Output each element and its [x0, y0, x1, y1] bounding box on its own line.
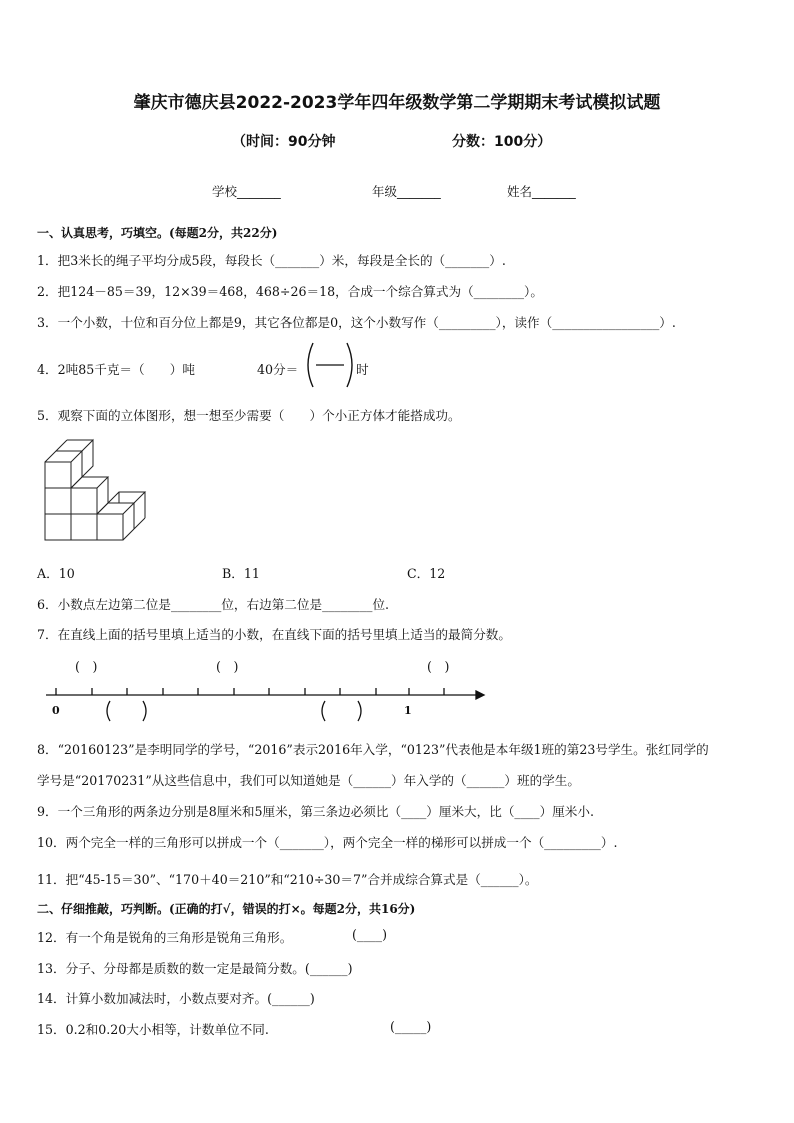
question-7: 7．在直线上面的括号里填上适当的小数，在直线下面的括号里填上适当的最简分数。 — [37, 627, 511, 642]
school-field: 学校_______ — [212, 184, 281, 199]
question-12: 12．有一个角是锐角的三角形是锐角三角形。 — [37, 930, 293, 945]
exam-score: 分数：100分） — [452, 134, 552, 150]
section-1-heading: 一、认真思考，巧填空。(每题2分，共22分) — [37, 226, 278, 240]
question-4-right: 40分＝ — [257, 362, 299, 377]
question-6: 6．小数点左边第二位是________位，右边第二位是________位. — [37, 597, 390, 612]
question-8-line-1: 8．“20160123”是李明同学的学号，“2016”表示2016年入学，“0123”代表他是本年级1班的第23号学生。张红同学的 — [37, 742, 709, 757]
option-c: C．12 — [407, 566, 446, 581]
upper-paren-3: ( ) — [427, 659, 450, 674]
tick-label-0: 0 — [52, 704, 60, 717]
question-8-line-2: 学号是“20170231”从这些信息中，我们可以知道她是（______）年入学的（______）班的学生。 — [37, 773, 580, 788]
question-2: 2．把124－85＝39，12×39＝468，468÷26＝18，合成一个综合算式为（________）。 — [37, 284, 543, 299]
question-14: 14．计算小数加减法时，小数点要对齐。(______) — [37, 991, 315, 1006]
option-a: A．10 — [37, 566, 75, 581]
question-5: 5．观察下面的立体图形，想一想至少需要（ ）个小正方体才能搭成功。 — [37, 408, 461, 423]
question-3: 3．一个小数，十位和百分位上都是9，其它各位都是0，这个小数写作（_________），读作（_________________）. — [37, 315, 676, 330]
upper-paren-2: ( ) — [216, 659, 239, 674]
question-9: 9．一个三角形的两条边分别是8厘米和5厘米，第三条边必须比（____）厘米大，比（____）厘米小. — [37, 804, 594, 819]
question-11: 11．把“45-15＝30”、“170＋40＝210”和“210÷30＝7”合并成综合算式是（______）。 — [37, 872, 538, 887]
question-15-blank: (_____) — [390, 1019, 432, 1034]
exam-time: （时间：90分钟 — [232, 134, 336, 150]
tick-label-1: 1 — [404, 704, 412, 717]
question-15: 15．0.2和0.20大小相等，计数单位不同. — [37, 1022, 269, 1037]
cube-staircase-figure — [40, 437, 160, 547]
upper-paren-1: ( ) — [75, 659, 98, 674]
section-2-heading: 二、仔细推敲，巧判断。(正确的打√，错误的打×。每题2分，共16分) — [37, 902, 416, 916]
exam-title: 肇庆市德庆县2022-2023学年四年级数学第二学期期末考试模拟试题 — [133, 93, 661, 113]
name-field: 姓名_______ — [507, 184, 576, 199]
option-b: B．11 — [222, 566, 260, 581]
question-4-left: 4．2吨85千克＝（ ）吨 — [37, 362, 195, 377]
fraction-blank — [304, 341, 356, 389]
question-1: 1．把3米长的绳子平均分成5段，每段长（_______）米，每段是全长的（_______）. — [37, 253, 506, 268]
question-12-blank: (____) — [352, 927, 388, 942]
grade-field: 年级_______ — [372, 184, 441, 199]
question-10: 10．两个完全一样的三角形可以拼成一个（_______），两个完全一样的梯形可以拼成一个（_________）. — [37, 835, 618, 850]
question-13: 13．分子、分母都是质数的数一定是最简分数。(______) — [37, 961, 353, 976]
number-line — [40, 684, 490, 724]
question-4-unit: 时 — [356, 362, 369, 377]
